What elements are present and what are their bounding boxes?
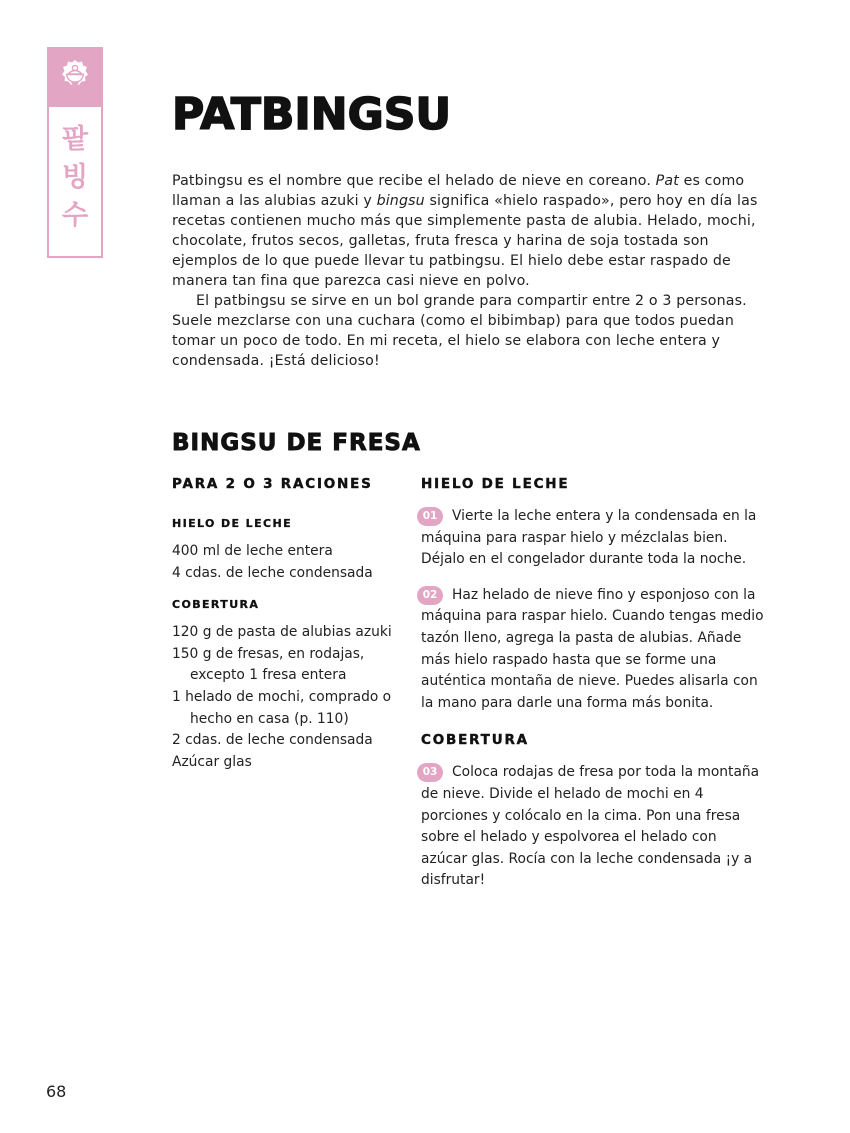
topping-ingredient-list [172,622,402,773]
ingredient-item: 150 g de fresas, en rodajas, excepto 1 fresa entera [172,645,365,684]
method-step [421,762,766,892]
step-text: Coloca rodajas de fresa por toda la montaña de nieve. Divide el helado de mochi en 4 porciones y colócalo en la cima. Pon una fresa sobre el helado y espolvorea el helado con azúcar glas. Rocía con la leche condensada ¡y a disfrutar! [421,764,760,889]
intro-text [172,171,772,371]
chapter-tab [47,47,103,258]
page-number: 68 [46,1082,67,1101]
korean-char: 수 [61,200,89,231]
method-step [421,585,766,715]
page-title: PATBINGSU [172,89,452,140]
intro-paragraph-2: El patbingsu se sirve en un bol grande para compartir entre 2 o 3 personas. Suele mezclarse con una cuchara (como el bibimbap) para que todos puedan tomar un poco de todo. En mi receta, el hielo se elabora con leche entera y condensada. ¡Está delicioso! [172,293,747,369]
intro-paragraph-1: Patbingsu es el nombre que recibe el helado de nieve en coreano. Pat es como llaman a las alubias azuki y bingsu significa «hielo raspado», pero hoy en día las recetas contienen mucho más que simplemente pasta de alubia. Helado, mochi, chocolate, frutos secos, galletas, fruta fresca y harina de soja tostada son ejemplos de lo que puede llevar tu patbingsu. El hielo debe estar raspado de manera tan fina que parezca casi nieve en polvo. [172,173,758,289]
ingredients-milk-ice-heading: HIELO DE LECHE [172,517,293,530]
ingredient-item: 4 cdas. de leche condensada [172,564,373,581]
step-number-badge: 02 [417,586,443,605]
shaved-ice-bowl-icon [55,58,95,98]
ingredients-column [172,476,402,787]
ingredient-item: 400 ml de leche entera [172,543,333,559]
step-number-badge: 03 [417,763,443,782]
ingredients-topping-heading: COBERTURA [172,598,260,612]
step-text: Haz helado de nieve fino y esponjoso con la máquina para raspar hielo. Cuando tengas medio tazón lleno, agrega la pasta de alubias. Añade más hielo raspado hasta que se forme una auténtica montaña de nieve. Puedes alisarla con la mano para darle una forma más bonita. [421,586,764,711]
tab-icon-area [49,49,101,107]
recipe-title: BINGSU DE FRESA [172,430,421,456]
step-text: Vierte la leche entera y la condensada en la máquina para raspar hielo y mézclalas bien. Déjalo en el congelador durante toda la noche. [421,508,757,568]
method-milk-ice-heading: HIELO DE LECHE [421,476,570,492]
servings-heading: PARA 2 O 3 RACIONES [172,476,373,492]
korean-char: 빙 [61,162,89,193]
method-step [421,506,766,571]
step-number-badge: 01 [417,507,443,526]
milk-ice-ingredient-list [172,541,402,584]
ingredient-item: 1 helado de mochi, comprado o hecho en casa (p. 110) [172,688,392,727]
korean-title [49,121,101,235]
ingredient-item: 2 cdas. de leche condensada [172,732,373,749]
ingredient-item: 120 g de pasta de alubias azuki [172,624,392,641]
method-topping-heading: COBERTURA [421,732,529,749]
korean-char: 팥 [61,124,89,155]
method-column [421,476,766,906]
ingredient-item: Azúcar glas [172,753,252,770]
